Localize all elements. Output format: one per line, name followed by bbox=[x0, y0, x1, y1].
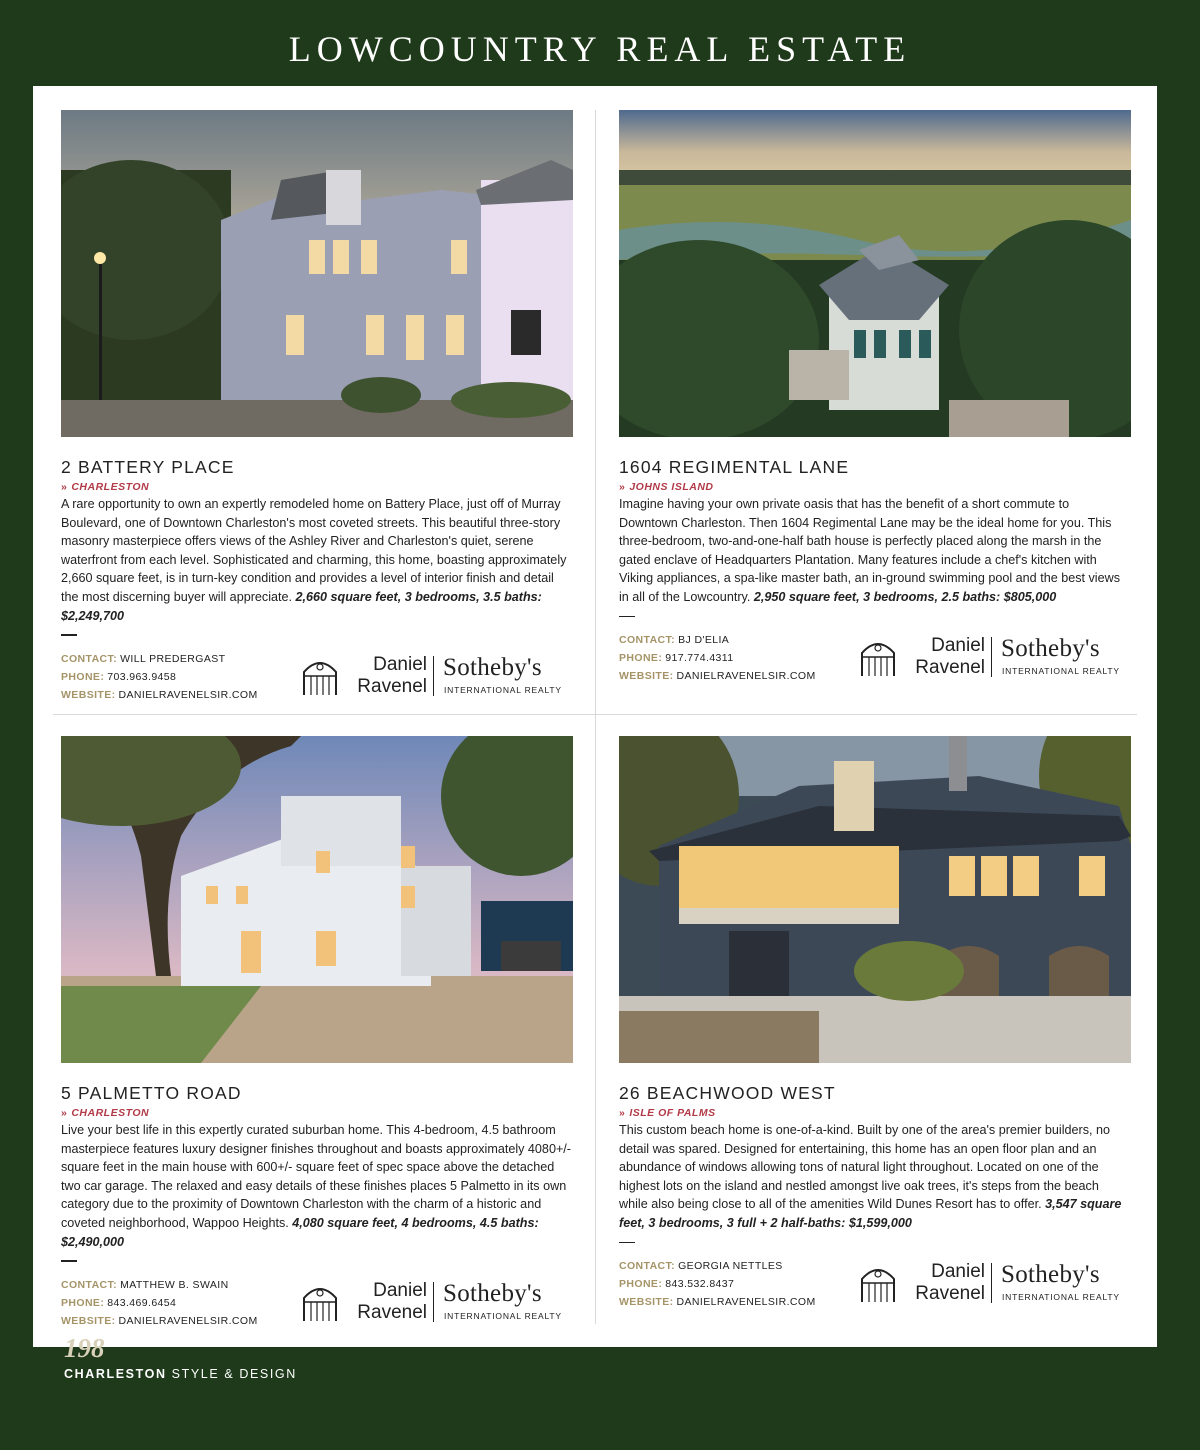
listing-card bbox=[61, 110, 573, 710]
contact-label: CONTACT: bbox=[619, 634, 676, 647]
daniel-ravenel-wordmark: Daniel Ravenel bbox=[915, 635, 985, 679]
contact-info bbox=[619, 631, 816, 685]
website-label: WEBSITE: bbox=[61, 688, 116, 701]
listing-city-name: CHARLESTON bbox=[71, 1107, 150, 1119]
contact-website[interactable]: DANIELRAVENELSIR.COM bbox=[118, 688, 258, 701]
daniel-ravenel-wordmark: Daniel Ravenel bbox=[915, 1261, 985, 1305]
listing-specs: 4,080 square feet, 4 bedrooms, 4.5 baths: $2,490,000 bbox=[61, 1215, 539, 1249]
listing-photo bbox=[61, 736, 573, 1063]
phone-label: PHONE: bbox=[61, 670, 105, 683]
listing-photo bbox=[61, 110, 573, 437]
contact-info bbox=[61, 1276, 258, 1330]
international-realty-text: INTERNATIONAL REALTY bbox=[1002, 1292, 1120, 1303]
gate-icon bbox=[859, 637, 897, 677]
sothebys-wordmark: Sotheby's bbox=[1001, 635, 1100, 663]
chevron-right-icon: » bbox=[61, 481, 68, 493]
listing-description-text: Live your best life in this expertly curated suburban home. This 4-bedroom, 4.5 bathroom masterpiece features luxury designer finishes throughout and boasts approximately 4080+/- square feet in the main house with 600+/- square feet of spec space above the detached two car garage. The relaxed and easy details of these finishes places 5 Palmetto in its own category due to the proximity of Downtown Charleston with the charm of a historic and coveted neighborhood, Wappoo Heights. bbox=[61, 1123, 571, 1230]
magazine-name-rest: STYLE & DESIGN bbox=[166, 1367, 297, 1381]
listing-specs: 2,950 square feet, 3 bedrooms, 2.5 baths: $805,000 bbox=[753, 589, 1057, 604]
contact-website[interactable]: DANIELRAVENELSIR.COM bbox=[118, 1314, 258, 1327]
gate-icon bbox=[859, 1263, 897, 1303]
contact-name: WILL PREDERGAST bbox=[120, 652, 226, 665]
sothebys-wordmark: Sotheby's bbox=[443, 1279, 542, 1307]
website-label: WEBSITE: bbox=[619, 1296, 674, 1309]
international-realty-text: INTERNATIONAL REALTY bbox=[444, 1310, 562, 1321]
logo-separator bbox=[433, 656, 434, 696]
listing-card bbox=[619, 736, 1131, 1317]
contact-name: GEORGIA NETTLES bbox=[678, 1260, 783, 1273]
contact-info bbox=[61, 650, 258, 704]
listing-description bbox=[619, 495, 1131, 607]
listing-description-text: This custom beach home is one-of-a-kind. Built by one of the area's premier builders, no detail was spared. Designed for entertaining, this home has an open floor plan and an abundance of windows allowing tons of natural light throughout. Located on one of the highest lots on the island and nestled amongst live oak trees, it's steps from the beach while also being close to all of the amenities Wild Dunes Resort has to offer. bbox=[619, 1123, 1111, 1212]
chevron-right-icon: » bbox=[61, 1107, 68, 1119]
listing-city-name: ISLE OF PALMS bbox=[629, 1107, 716, 1119]
listing-photo bbox=[619, 110, 1131, 437]
contact-phone[interactable]: 843.532.8437 bbox=[665, 1278, 735, 1291]
listing-address: 1604 REGIMENTAL LANE bbox=[619, 457, 850, 477]
divider-dash bbox=[61, 634, 77, 636]
contact-row bbox=[619, 631, 1131, 691]
page-header-title: LOWCOUNTRY REAL ESTATE bbox=[288, 29, 912, 69]
listing-specs: 3,547 square feet, 3 bedrooms, 3 full + 2 half-baths: $1,599,000 bbox=[619, 1197, 1122, 1230]
sothebys-wordmark: Sotheby's bbox=[443, 653, 542, 681]
listing-address: 2 BATTERY PLACE bbox=[61, 457, 235, 477]
contact-name: BJ D'ELIA bbox=[678, 634, 730, 647]
listing-city bbox=[619, 481, 1131, 493]
chevron-right-icon: » bbox=[619, 481, 626, 493]
listing-city-name: JOHNS ISLAND bbox=[629, 481, 714, 493]
phone-label: PHONE: bbox=[619, 652, 663, 665]
contact-row bbox=[619, 1257, 1131, 1317]
sothebys-logo bbox=[301, 1280, 571, 1328]
listing-city bbox=[61, 481, 573, 493]
listing-description bbox=[61, 1121, 573, 1251]
website-label: WEBSITE: bbox=[619, 670, 674, 683]
contact-row bbox=[61, 650, 573, 710]
listings-panel bbox=[33, 86, 1157, 1347]
chevron-right-icon: » bbox=[619, 1107, 626, 1119]
divider-dash bbox=[619, 1242, 635, 1244]
contact-label: CONTACT: bbox=[61, 652, 118, 665]
sothebys-logo bbox=[859, 1261, 1129, 1309]
row-divider bbox=[53, 714, 1137, 715]
contact-website[interactable]: DANIELRAVENELSIR.COM bbox=[676, 670, 816, 683]
listing-description bbox=[619, 1121, 1131, 1233]
gate-icon bbox=[301, 656, 339, 696]
contact-row bbox=[61, 1276, 573, 1336]
divider-dash bbox=[619, 616, 635, 618]
sothebys-wordmark: Sotheby's bbox=[1001, 1261, 1100, 1289]
magazine-name bbox=[64, 1367, 297, 1381]
magazine-name-bold: CHARLESTON bbox=[64, 1367, 167, 1381]
phone-label: PHONE: bbox=[61, 1296, 105, 1309]
international-realty-text: INTERNATIONAL REALTY bbox=[444, 684, 562, 695]
listing-photo bbox=[619, 736, 1131, 1063]
daniel-ravenel-wordmark: Daniel Ravenel bbox=[357, 653, 427, 697]
international-realty-text: INTERNATIONAL REALTY bbox=[1002, 666, 1120, 677]
listing-address: 26 BEACHWOOD WEST bbox=[619, 1083, 836, 1103]
logo-separator bbox=[991, 637, 992, 677]
daniel-ravenel-wordmark: Daniel Ravenel bbox=[357, 1279, 427, 1323]
page-number: 198 bbox=[64, 1333, 105, 1363]
contact-phone[interactable]: 703.963.9458 bbox=[107, 670, 177, 683]
gate-icon bbox=[301, 1282, 339, 1322]
contact-info bbox=[619, 1257, 816, 1311]
divider-dash bbox=[61, 1260, 77, 1262]
logo-separator bbox=[991, 1263, 992, 1303]
column-divider bbox=[595, 110, 596, 1324]
contact-phone[interactable]: 843.469.6454 bbox=[107, 1296, 177, 1309]
logo-separator bbox=[433, 1282, 434, 1322]
listing-address: 5 PALMETTO ROAD bbox=[61, 1083, 242, 1103]
contact-label: CONTACT: bbox=[619, 1260, 676, 1273]
sothebys-logo bbox=[301, 654, 571, 702]
contact-label: CONTACT: bbox=[61, 1278, 118, 1291]
listing-description bbox=[61, 495, 573, 625]
contact-name: MATTHEW B. SWAIN bbox=[120, 1278, 229, 1291]
website-label: WEBSITE: bbox=[61, 1314, 116, 1327]
contact-website[interactable]: DANIELRAVENELSIR.COM bbox=[676, 1296, 816, 1309]
sothebys-logo bbox=[859, 635, 1129, 683]
listing-description-text: A rare opportunity to own an expertly remodeled home on Battery Place, just off of Murray Boulevard, one of Downtown Charleston's most coveted streets. This beautiful three-story masonry masterpiece offers views of the Ashley River and Charleston's quiet, serene waterfront from each level. Sophisticated and charming, this home, boasting approximately 2,660 square feet, is in turn-key condition and provides a level of interior finish and detail the most discerning buyer will appreciate. bbox=[61, 497, 567, 604]
listing-card bbox=[619, 110, 1131, 691]
contact-phone[interactable]: 917.774.4311 bbox=[665, 652, 734, 665]
listing-city bbox=[61, 1107, 573, 1119]
listing-specs: 2,660 square feet, 3 bedrooms, 3.5 baths: $2,249,700 bbox=[61, 589, 542, 623]
listing-description-text: Imagine having your own private oasis that has the benefit of a short commute to Downtown Charleston. Then 1604 Regimental Lane may be the ideal home for you. This three-bedroom, two-and-one-half bath house is perfectly placed along the marsh in the gated enclave of Headquarters Plantation. Many features include a chef's kitchen with Viking appliances, a spa-like master bath, an in-ground swimming pool and the best views in all of the Lowcountry. bbox=[619, 497, 1120, 604]
listing-card bbox=[61, 736, 573, 1336]
phone-label: PHONE: bbox=[619, 1278, 663, 1291]
listing-city bbox=[619, 1107, 1131, 1119]
listing-city-name: CHARLESTON bbox=[71, 481, 150, 493]
